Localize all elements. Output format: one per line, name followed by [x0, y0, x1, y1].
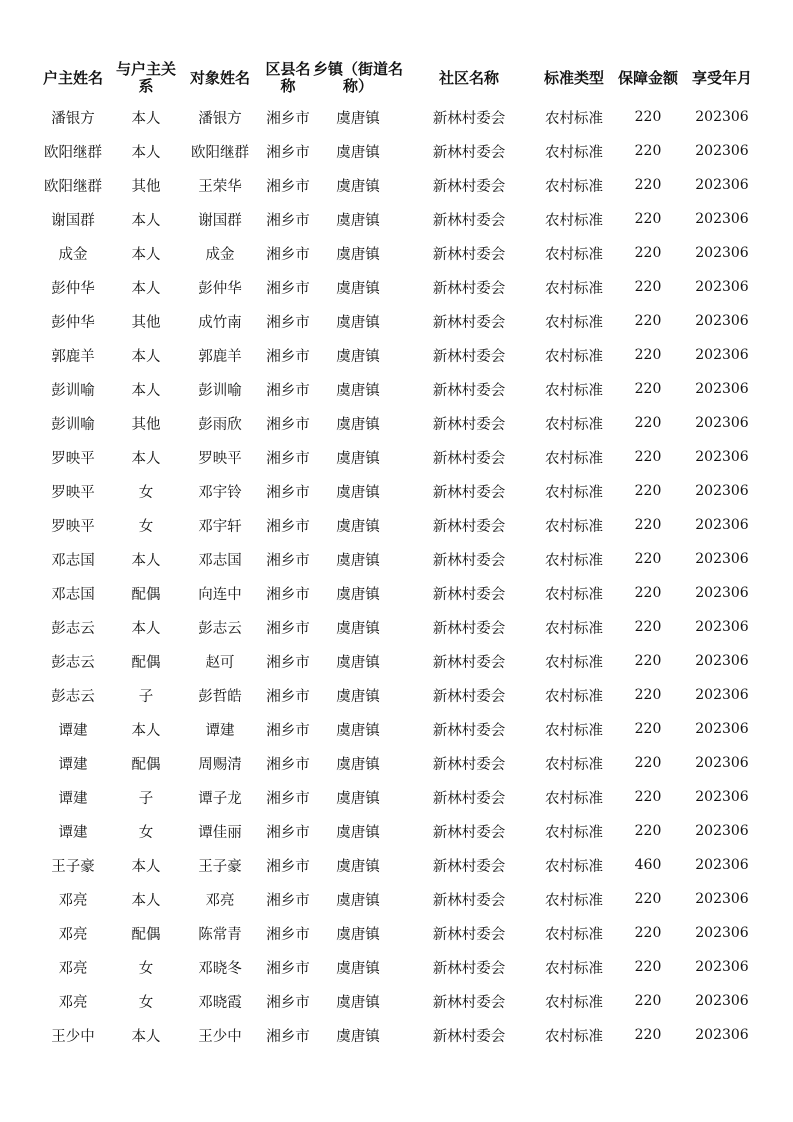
- cell-recipient-name: 邓宇铃: [198, 484, 242, 501]
- cell-standard-type: 农村标准: [545, 144, 603, 161]
- cell-relation: 本人: [131, 348, 161, 365]
- cell-standard-type: 农村标准: [545, 858, 603, 875]
- cell-county: 湘乡市: [266, 144, 310, 161]
- cell-town: 虞唐镇: [336, 722, 380, 739]
- cell-relation: 本人: [131, 620, 161, 637]
- cell-relation: 本人: [131, 552, 161, 569]
- cell-town: 虞唐镇: [336, 586, 380, 603]
- cell-standard-type: 农村标准: [545, 518, 603, 535]
- cell-relation: 其他: [131, 416, 161, 433]
- cell-recipient-name: 赵可: [205, 654, 235, 671]
- cell-householder-name: 彭仲华: [51, 314, 95, 331]
- cell-relation: 本人: [131, 892, 161, 909]
- cell-householder-name: 彭训喻: [51, 382, 95, 399]
- cell-county: 湘乡市: [266, 892, 310, 909]
- table-row: [31, 814, 761, 848]
- cell-recipient-name: 谭建: [205, 722, 235, 739]
- table-row: [31, 848, 761, 882]
- cell-relation: 女: [138, 484, 154, 501]
- cell-relation: 配偶: [131, 926, 161, 943]
- cell-relation: 女: [138, 994, 154, 1011]
- cell-period: 202306: [695, 347, 749, 363]
- cell-town: 虞唐镇: [336, 654, 380, 671]
- cell-county: 湘乡市: [266, 110, 310, 127]
- cell-relation: 本人: [131, 246, 161, 263]
- cell-town: 虞唐镇: [336, 824, 380, 841]
- cell-amount: 220: [634, 211, 662, 227]
- cell-period: 202306: [695, 687, 749, 703]
- cell-period: 202306: [695, 993, 749, 1009]
- cell-period: 202306: [695, 551, 749, 567]
- cell-community: 新林村委会: [432, 212, 506, 229]
- cell-recipient-name: 谭子龙: [198, 790, 242, 807]
- cell-relation: 子: [138, 688, 154, 705]
- table-row: [31, 644, 761, 678]
- cell-recipient-name: 王荣华: [198, 178, 242, 195]
- cell-standard-type: 农村标准: [545, 382, 603, 399]
- cell-town: 虞唐镇: [336, 110, 380, 127]
- cell-town: 虞唐镇: [336, 382, 380, 399]
- cell-householder-name: 邓亮: [58, 926, 88, 943]
- cell-householder-name: 潘银方: [51, 110, 95, 127]
- cell-householder-name: 成金: [58, 246, 88, 263]
- cell-community: 新林村委会: [432, 586, 506, 603]
- cell-county: 湘乡市: [266, 722, 310, 739]
- cell-community: 新林村委会: [432, 824, 506, 841]
- cell-period: 202306: [695, 245, 749, 261]
- cell-county: 湘乡市: [266, 552, 310, 569]
- cell-period: 202306: [695, 721, 749, 737]
- cell-county: 湘乡市: [266, 620, 310, 637]
- cell-relation: 本人: [131, 382, 161, 399]
- cell-amount: 220: [634, 891, 662, 907]
- cell-recipient-name: 周赐清: [198, 756, 242, 773]
- cell-relation: 本人: [131, 280, 161, 297]
- cell-standard-type: 农村标准: [545, 994, 603, 1011]
- cell-period: 202306: [695, 959, 749, 975]
- cell-period: 202306: [695, 789, 749, 805]
- cell-period: 202306: [695, 925, 749, 941]
- cell-relation: 本人: [131, 858, 161, 875]
- cell-period: 202306: [695, 619, 749, 635]
- cell-county: 湘乡市: [266, 994, 310, 1011]
- cell-county: 湘乡市: [266, 824, 310, 841]
- table-row: [31, 270, 761, 304]
- table-row: [31, 610, 761, 644]
- cell-standard-type: 农村标准: [545, 960, 603, 977]
- table-row: [31, 542, 761, 576]
- table-header: [31, 56, 761, 100]
- table-row: [31, 338, 761, 372]
- cell-town: 虞唐镇: [336, 620, 380, 637]
- cell-standard-type: 农村标准: [545, 484, 603, 501]
- table-row: [31, 168, 761, 202]
- cell-community: 新林村委会: [432, 416, 506, 433]
- cell-standard-type: 农村标准: [545, 688, 603, 705]
- cell-recipient-name: 向连中: [198, 586, 242, 603]
- cell-standard-type: 农村标准: [545, 790, 603, 807]
- cell-period: 202306: [695, 109, 749, 125]
- cell-relation: 本人: [131, 144, 161, 161]
- cell-town: 虞唐镇: [336, 994, 380, 1011]
- cell-town: 虞唐镇: [336, 416, 380, 433]
- cell-relation: 其他: [131, 178, 161, 195]
- cell-standard-type: 农村标准: [545, 620, 603, 637]
- cell-town: 虞唐镇: [336, 212, 380, 229]
- cell-relation: 女: [138, 518, 154, 535]
- cell-amount: 220: [634, 517, 662, 533]
- cell-amount: 220: [634, 585, 662, 601]
- cell-county: 湘乡市: [266, 518, 310, 535]
- cell-recipient-name: 彭哲皓: [198, 688, 242, 705]
- header-recipient-name: 对象姓名: [189, 68, 250, 87]
- cell-amount: 220: [634, 721, 662, 737]
- cell-period: 202306: [695, 313, 749, 329]
- cell-amount: 220: [634, 415, 662, 431]
- cell-amount: 220: [634, 959, 662, 975]
- table-row: [31, 746, 761, 780]
- cell-householder-name: 王子豪: [51, 858, 95, 875]
- cell-recipient-name: 成竹南: [198, 314, 242, 331]
- cell-recipient-name: 邓宇轩: [198, 518, 242, 535]
- cell-amount: 220: [634, 755, 662, 771]
- header-town: 乡镇（街道名称）: [313, 60, 404, 95]
- cell-community: 新林村委会: [432, 654, 506, 671]
- cell-standard-type: 农村标准: [545, 722, 603, 739]
- cell-relation: 本人: [131, 212, 161, 229]
- cell-recipient-name: 邓亮: [205, 892, 235, 909]
- cell-period: 202306: [695, 449, 749, 465]
- cell-amount: 220: [634, 551, 662, 567]
- cell-county: 湘乡市: [266, 926, 310, 943]
- cell-county: 湘乡市: [266, 688, 310, 705]
- cell-recipient-name: 郭鹿羊: [198, 348, 242, 365]
- cell-county: 湘乡市: [266, 1028, 310, 1045]
- cell-amount: 220: [634, 993, 662, 1009]
- cell-community: 新林村委会: [432, 314, 506, 331]
- cell-community: 新林村委会: [432, 518, 506, 535]
- cell-town: 虞唐镇: [336, 926, 380, 943]
- benefit-table: [31, 56, 761, 1052]
- table-row: [31, 712, 761, 746]
- cell-recipient-name: 彭训喻: [198, 382, 242, 399]
- cell-town: 虞唐镇: [336, 144, 380, 161]
- cell-recipient-name: 邓晓冬: [198, 960, 242, 977]
- table-row: [31, 304, 761, 338]
- cell-town: 虞唐镇: [336, 314, 380, 331]
- cell-recipient-name: 欧阳继群: [191, 144, 249, 161]
- cell-amount: 220: [634, 381, 662, 397]
- header-amount: 保障金额: [617, 68, 678, 87]
- cell-amount: 220: [634, 143, 662, 159]
- cell-householder-name: 邓亮: [58, 892, 88, 909]
- cell-recipient-name: 彭仲华: [198, 280, 242, 297]
- cell-relation: 本人: [131, 110, 161, 127]
- cell-householder-name: 彭志云: [51, 688, 95, 705]
- cell-community: 新林村委会: [432, 348, 506, 365]
- table-row: [31, 950, 761, 984]
- cell-period: 202306: [695, 517, 749, 533]
- cell-recipient-name: 谢国群: [198, 212, 242, 229]
- cell-standard-type: 农村标准: [545, 824, 603, 841]
- cell-county: 湘乡市: [266, 212, 310, 229]
- cell-standard-type: 农村标准: [545, 892, 603, 909]
- cell-recipient-name: 陈常青: [198, 926, 242, 943]
- cell-county: 湘乡市: [266, 586, 310, 603]
- cell-community: 新林村委会: [432, 756, 506, 773]
- cell-householder-name: 邓亮: [58, 994, 88, 1011]
- cell-period: 202306: [695, 143, 749, 159]
- cell-recipient-name: 王子豪: [198, 858, 242, 875]
- table-row: [31, 236, 761, 270]
- cell-recipient-name: 潘银方: [198, 110, 242, 127]
- cell-town: 虞唐镇: [336, 1028, 380, 1045]
- cell-town: 虞唐镇: [336, 892, 380, 909]
- cell-relation: 配偶: [131, 756, 161, 773]
- cell-community: 新林村委会: [432, 1028, 506, 1045]
- cell-county: 湘乡市: [266, 960, 310, 977]
- cell-standard-type: 农村标准: [545, 212, 603, 229]
- cell-amount: 220: [634, 619, 662, 635]
- cell-standard-type: 农村标准: [545, 586, 603, 603]
- cell-community: 新林村委会: [432, 246, 506, 263]
- cell-community: 新林村委会: [432, 552, 506, 569]
- table-row: [31, 134, 761, 168]
- cell-period: 202306: [695, 211, 749, 227]
- table-row: [31, 372, 761, 406]
- cell-householder-name: 谭建: [58, 824, 88, 841]
- cell-relation: 女: [138, 824, 154, 841]
- cell-town: 虞唐镇: [336, 756, 380, 773]
- table-row: [31, 474, 761, 508]
- cell-town: 虞唐镇: [336, 484, 380, 501]
- cell-householder-name: 欧阳继群: [44, 144, 102, 161]
- cell-householder-name: 彭训喻: [51, 416, 95, 433]
- cell-recipient-name: 成金: [205, 246, 235, 263]
- cell-town: 虞唐镇: [336, 518, 380, 535]
- cell-period: 202306: [695, 381, 749, 397]
- table-body: [31, 100, 761, 1052]
- cell-community: 新林村委会: [432, 688, 506, 705]
- cell-amount: 220: [634, 313, 662, 329]
- cell-county: 湘乡市: [266, 416, 310, 433]
- cell-householder-name: 谭建: [58, 756, 88, 773]
- cell-period: 202306: [695, 1027, 749, 1043]
- cell-recipient-name: 彭雨欣: [198, 416, 242, 433]
- cell-recipient-name: 罗映平: [198, 450, 242, 467]
- cell-county: 湘乡市: [266, 450, 310, 467]
- cell-amount: 220: [634, 245, 662, 261]
- header-row: [31, 56, 761, 100]
- cell-amount: 220: [634, 483, 662, 499]
- cell-householder-name: 谭建: [58, 722, 88, 739]
- cell-recipient-name: 邓志国: [198, 552, 242, 569]
- cell-standard-type: 农村标准: [545, 348, 603, 365]
- cell-community: 新林村委会: [432, 790, 506, 807]
- table-row: [31, 678, 761, 712]
- cell-period: 202306: [695, 415, 749, 431]
- cell-period: 202306: [695, 823, 749, 839]
- cell-recipient-name: 王少中: [198, 1028, 242, 1045]
- cell-county: 湘乡市: [266, 790, 310, 807]
- cell-householder-name: 彭志云: [51, 620, 95, 637]
- cell-amount: 220: [634, 449, 662, 465]
- cell-relation: 其他: [131, 314, 161, 331]
- cell-amount: 220: [634, 279, 662, 295]
- header-county: 区县名称: [265, 60, 311, 95]
- cell-standard-type: 农村标准: [545, 756, 603, 773]
- cell-householder-name: 谭建: [58, 790, 88, 807]
- cell-householder-name: 罗映平: [51, 518, 95, 535]
- cell-relation: 本人: [131, 1028, 161, 1045]
- table-row: [31, 984, 761, 1018]
- cell-amount: 220: [634, 653, 662, 669]
- cell-householder-name: 谢国群: [51, 212, 95, 229]
- cell-recipient-name: 谭佳丽: [198, 824, 242, 841]
- cell-amount: 220: [634, 109, 662, 125]
- cell-standard-type: 农村标准: [545, 416, 603, 433]
- cell-town: 虞唐镇: [336, 858, 380, 875]
- cell-standard-type: 农村标准: [545, 654, 603, 671]
- header-standard-type: 标准类型: [543, 68, 604, 87]
- cell-householder-name: 彭志云: [51, 654, 95, 671]
- cell-householder-name: 邓志国: [51, 552, 95, 569]
- cell-amount: 460: [634, 857, 662, 873]
- cell-town: 虞唐镇: [336, 450, 380, 467]
- table-row: [31, 916, 761, 950]
- cell-amount: 220: [634, 177, 662, 193]
- cell-community: 新林村委会: [432, 620, 506, 637]
- cell-community: 新林村委会: [432, 926, 506, 943]
- cell-householder-name: 邓志国: [51, 586, 95, 603]
- cell-amount: 220: [634, 823, 662, 839]
- cell-town: 虞唐镇: [336, 688, 380, 705]
- cell-town: 虞唐镇: [336, 348, 380, 365]
- cell-period: 202306: [695, 755, 749, 771]
- cell-community: 新林村委会: [432, 382, 506, 399]
- header-householder-name: 户主姓名: [42, 68, 103, 87]
- cell-town: 虞唐镇: [336, 552, 380, 569]
- table-row: [31, 406, 761, 440]
- cell-relation: 女: [138, 960, 154, 977]
- cell-relation: 本人: [131, 450, 161, 467]
- cell-relation: 子: [138, 790, 154, 807]
- cell-householder-name: 王少中: [51, 1028, 95, 1045]
- cell-relation: 本人: [131, 722, 161, 739]
- cell-town: 虞唐镇: [336, 178, 380, 195]
- cell-householder-name: 郭鹿羊: [51, 348, 95, 365]
- cell-householder-name: 罗映平: [51, 450, 95, 467]
- table-row: [31, 780, 761, 814]
- cell-standard-type: 农村标准: [545, 926, 603, 943]
- cell-amount: 220: [634, 925, 662, 941]
- cell-period: 202306: [695, 653, 749, 669]
- table-row: [31, 576, 761, 610]
- cell-standard-type: 农村标准: [545, 314, 603, 331]
- cell-standard-type: 农村标准: [545, 178, 603, 195]
- cell-community: 新林村委会: [432, 280, 506, 297]
- cell-county: 湘乡市: [266, 654, 310, 671]
- cell-county: 湘乡市: [266, 314, 310, 331]
- cell-county: 湘乡市: [266, 484, 310, 501]
- cell-standard-type: 农村标准: [545, 246, 603, 263]
- cell-standard-type: 农村标准: [545, 280, 603, 297]
- cell-period: 202306: [695, 177, 749, 193]
- cell-town: 虞唐镇: [336, 960, 380, 977]
- cell-county: 湘乡市: [266, 382, 310, 399]
- cell-householder-name: 欧阳继群: [44, 178, 102, 195]
- table-row: [31, 508, 761, 542]
- cell-community: 新林村委会: [432, 144, 506, 161]
- cell-recipient-name: 彭志云: [198, 620, 242, 637]
- cell-community: 新林村委会: [432, 994, 506, 1011]
- cell-community: 新林村委会: [432, 722, 506, 739]
- cell-community: 新林村委会: [432, 960, 506, 977]
- cell-period: 202306: [695, 891, 749, 907]
- header-community: 社区名称: [438, 68, 499, 87]
- cell-community: 新林村委会: [432, 110, 506, 127]
- table-row: [31, 1018, 761, 1052]
- cell-relation: 配偶: [131, 586, 161, 603]
- header-relation: 与户主关系: [115, 60, 176, 95]
- table-row: [31, 882, 761, 916]
- cell-standard-type: 农村标准: [545, 1028, 603, 1045]
- cell-county: 湘乡市: [266, 178, 310, 195]
- cell-county: 湘乡市: [266, 756, 310, 773]
- cell-amount: 220: [634, 1027, 662, 1043]
- table-row: [31, 100, 761, 134]
- cell-community: 新林村委会: [432, 450, 506, 467]
- table-row: [31, 440, 761, 474]
- cell-county: 湘乡市: [266, 280, 310, 297]
- header-period: 享受年月: [691, 68, 752, 87]
- cell-town: 虞唐镇: [336, 280, 380, 297]
- cell-householder-name: 罗映平: [51, 484, 95, 501]
- cell-period: 202306: [695, 279, 749, 295]
- cell-amount: 220: [634, 687, 662, 703]
- cell-period: 202306: [695, 585, 749, 601]
- cell-county: 湘乡市: [266, 246, 310, 263]
- cell-county: 湘乡市: [266, 858, 310, 875]
- cell-relation: 配偶: [131, 654, 161, 671]
- cell-standard-type: 农村标准: [545, 552, 603, 569]
- cell-standard-type: 农村标准: [545, 110, 603, 127]
- cell-amount: 220: [634, 789, 662, 805]
- cell-community: 新林村委会: [432, 858, 506, 875]
- cell-period: 202306: [695, 857, 749, 873]
- cell-county: 湘乡市: [266, 348, 310, 365]
- table-row: [31, 202, 761, 236]
- cell-community: 新林村委会: [432, 892, 506, 909]
- cell-town: 虞唐镇: [336, 246, 380, 263]
- cell-amount: 220: [634, 347, 662, 363]
- cell-householder-name: 邓亮: [58, 960, 88, 977]
- cell-community: 新林村委会: [432, 178, 506, 195]
- cell-period: 202306: [695, 483, 749, 499]
- cell-recipient-name: 邓晓霞: [198, 994, 242, 1011]
- cell-standard-type: 农村标准: [545, 450, 603, 467]
- cell-householder-name: 彭仲华: [51, 280, 95, 297]
- cell-town: 虞唐镇: [336, 790, 380, 807]
- cell-community: 新林村委会: [432, 484, 506, 501]
